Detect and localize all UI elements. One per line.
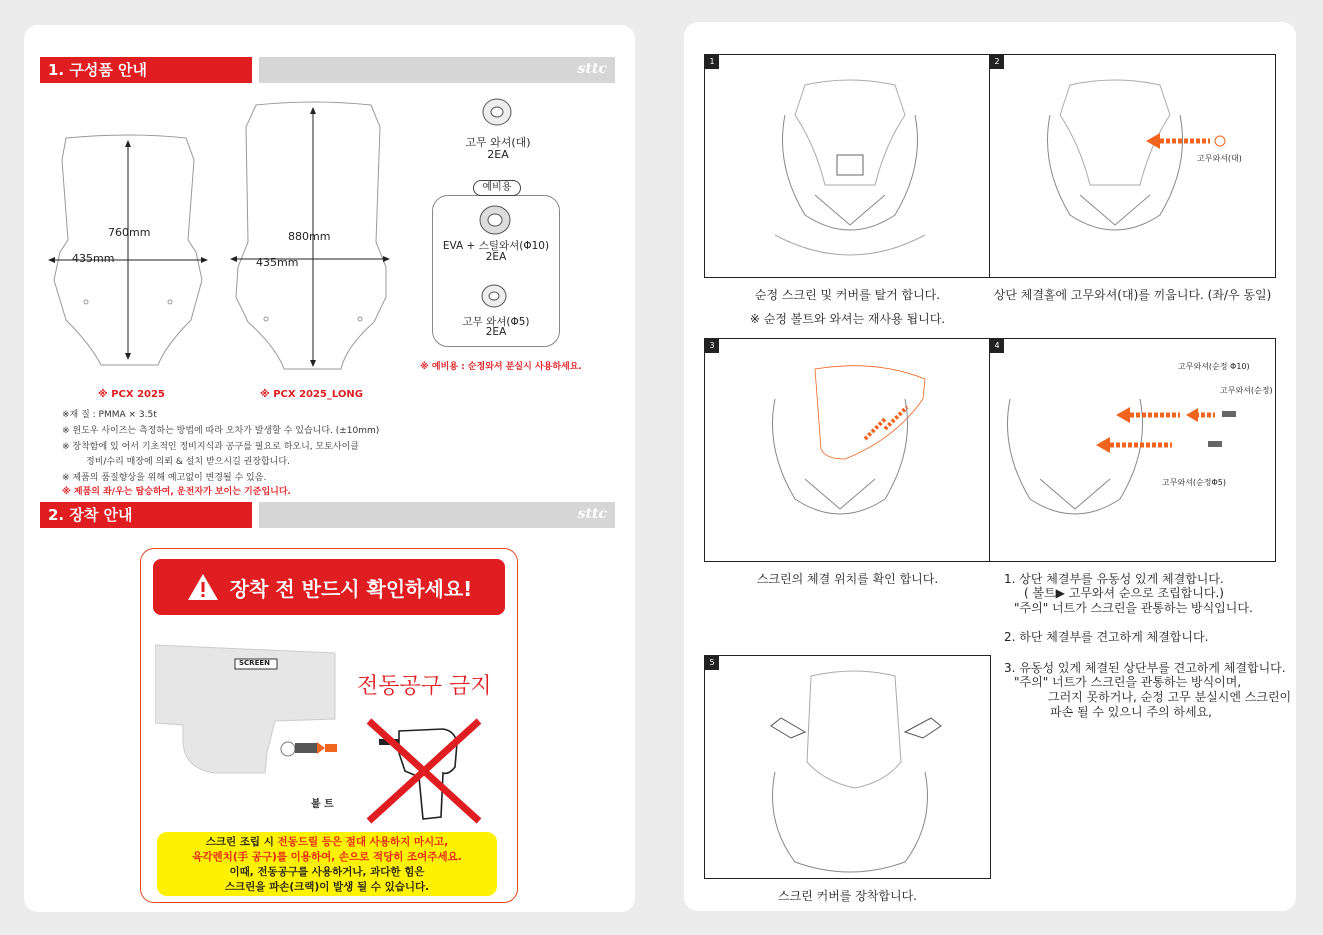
step3-caption: 스크린의 체결 위치를 확인 합니다. bbox=[756, 572, 939, 586]
step-panel-5 bbox=[704, 655, 991, 879]
screen-b-width: 435mm bbox=[256, 256, 299, 269]
note-material: ※재 질 : PMMA × 3.5t bbox=[62, 410, 157, 420]
step4-line-3: "주의" 너트가 스크린을 관통하는 방식입니다. bbox=[1014, 601, 1253, 615]
washer-small-icon bbox=[479, 283, 509, 309]
step-panel-1 bbox=[704, 54, 991, 278]
caution-line-4: 스크린을 파손(크랙)이 발생 될 수 있습니다. bbox=[224, 881, 430, 893]
right-page bbox=[684, 22, 1296, 911]
section-header-components bbox=[40, 57, 615, 83]
note-install: ※ 장착함에 있 어서 기초적인 정비지식과 공구를 필요로 하오니, 모토사이클 bbox=[62, 442, 359, 452]
scooter-front-drawing bbox=[745, 75, 955, 275]
bolt-label: 볼 트 bbox=[311, 799, 334, 810]
step1-note: ※ 순정 볼트와 와셔는 재사용 됩니다. bbox=[749, 312, 946, 326]
spare-tag: 예비용 bbox=[473, 180, 521, 196]
step5-caption: 스크린 커버를 장착합니다. bbox=[778, 889, 917, 903]
scooter-front-drawing bbox=[735, 662, 965, 878]
warning-icon bbox=[186, 572, 220, 602]
step2-caption: 상단 체결홀에 고무와셔(대)를 끼웁니다. (좌/우 동일) bbox=[993, 288, 1272, 302]
screen-b-label: ※ PCX 2025_LONG bbox=[260, 389, 363, 400]
step1-caption: 순정 스크린 및 커버를 탈거 합니다. bbox=[754, 288, 941, 302]
caution-text-box bbox=[157, 832, 497, 896]
callout-washer-10: 고무와셔(순정 Φ10) bbox=[1178, 362, 1250, 371]
caution-line-3: 이때, 전동공구를 사용하거나, 과다한 힘은 bbox=[229, 866, 425, 878]
caution-line-2: 육각렌치(手 공구)를 이용하여, 손으로 적당히 조여주세요. bbox=[192, 851, 462, 863]
step4-line-8: 파손 될 수 있으니 주의 하세요, bbox=[1050, 705, 1212, 719]
screen-label: SCREEN bbox=[239, 659, 270, 667]
screen-a-height: 760mm bbox=[108, 226, 151, 239]
warning-banner bbox=[153, 559, 505, 615]
step4-line-6: "주의" 너트가 스크린을 관통하는 방식이며, bbox=[1014, 675, 1242, 689]
eva-washer-icon bbox=[478, 203, 512, 237]
step-panel-2 bbox=[989, 54, 1276, 278]
no-drill-icon bbox=[359, 717, 487, 825]
callout-washer-large: 고무와셔(대) bbox=[1197, 154, 1242, 163]
warning-banner-text: 장착 전 반드시 확인하세요! bbox=[229, 576, 473, 601]
step-number: 1 bbox=[705, 55, 719, 69]
step4-line-2: ( 볼트▶ 고무와셔 순으로 조립합니다.) bbox=[1024, 586, 1224, 600]
washer-large-qty: 2EA bbox=[487, 148, 509, 161]
eva-washer-name: EVA + 스틸와셔(Φ10) bbox=[442, 240, 550, 252]
brand-logo: sttc bbox=[577, 61, 607, 77]
step-number: 5 bbox=[705, 656, 719, 670]
scooter-front-drawing bbox=[735, 359, 965, 559]
step4-line-1: 1. 상단 체결부를 유동성 있게 체결합니다. bbox=[1004, 572, 1224, 586]
washer-small-name: 고무 와셔(Φ5) bbox=[462, 316, 530, 328]
screen-a-width: 435mm bbox=[72, 252, 115, 265]
section-header-install bbox=[40, 502, 615, 528]
screen-b-height: 880mm bbox=[288, 230, 331, 243]
note-size: ※ 윈도우 사이즈는 측정하는 방법에 따라 오차가 발생할 수 있습니다. (±10mm) bbox=[62, 426, 380, 436]
washer-small-qty: 2EA bbox=[485, 326, 507, 338]
note-install-cont: 정비/수리 매장에 의뢰 & 설치 받으시길 권장합니다. bbox=[86, 457, 290, 467]
section-title: 2. 장착 안내 bbox=[40, 502, 252, 528]
scooter-front-drawing bbox=[1010, 75, 1240, 275]
note-direction: ※ 제품의 좌/우는 탑승하여, 운전자가 보이는 기준입니다. bbox=[62, 487, 291, 497]
step4-line-5: 3. 유동성 있게 체결된 상단부를 견고하게 체결합니다. bbox=[1004, 661, 1286, 675]
step4-line-7: 그러지 못하거나, 순정 고무 분실시엔 스크린이 bbox=[1048, 690, 1292, 704]
step-number: 3 bbox=[705, 339, 719, 353]
note-change: ※ 제품의 품질향상을 위해 예고없이 변경될 수 있음. bbox=[62, 473, 267, 483]
section-title: 1. 구성품 안내 bbox=[40, 57, 252, 83]
callout-washer-oem: 고무와셔(순정) bbox=[1220, 386, 1273, 395]
left-page bbox=[24, 25, 635, 912]
callout-washer-5: 고무와셔(순정Φ5) bbox=[1162, 478, 1226, 487]
section-bar bbox=[259, 57, 615, 83]
caution-line-1: 스크린 조립 시 전동드릴 등은 절대 사용하지 마시고, bbox=[205, 836, 449, 848]
step-number: 4 bbox=[990, 339, 1004, 353]
no-power-tool-text: 전동공구 금지 bbox=[357, 674, 492, 699]
step4-line-4: 2. 하단 체결부를 견고하게 체결합니다. bbox=[1004, 630, 1209, 644]
step-number: 2 bbox=[990, 55, 1004, 69]
brand-logo: sttc bbox=[577, 506, 607, 522]
warning-box bbox=[140, 548, 518, 903]
step-panel-4 bbox=[989, 338, 1276, 562]
screen-a-label: ※ PCX 2025 bbox=[98, 389, 165, 400]
step-panel-3 bbox=[704, 338, 991, 562]
washer-large-icon bbox=[480, 95, 514, 129]
section-bar bbox=[259, 502, 615, 528]
spare-note: ※ 예비용 : 순정와셔 분실시 사용하세요. bbox=[420, 362, 582, 372]
washer-large-name: 고무 와셔(대) bbox=[465, 136, 531, 149]
eva-washer-qty: 2EA bbox=[485, 251, 507, 263]
